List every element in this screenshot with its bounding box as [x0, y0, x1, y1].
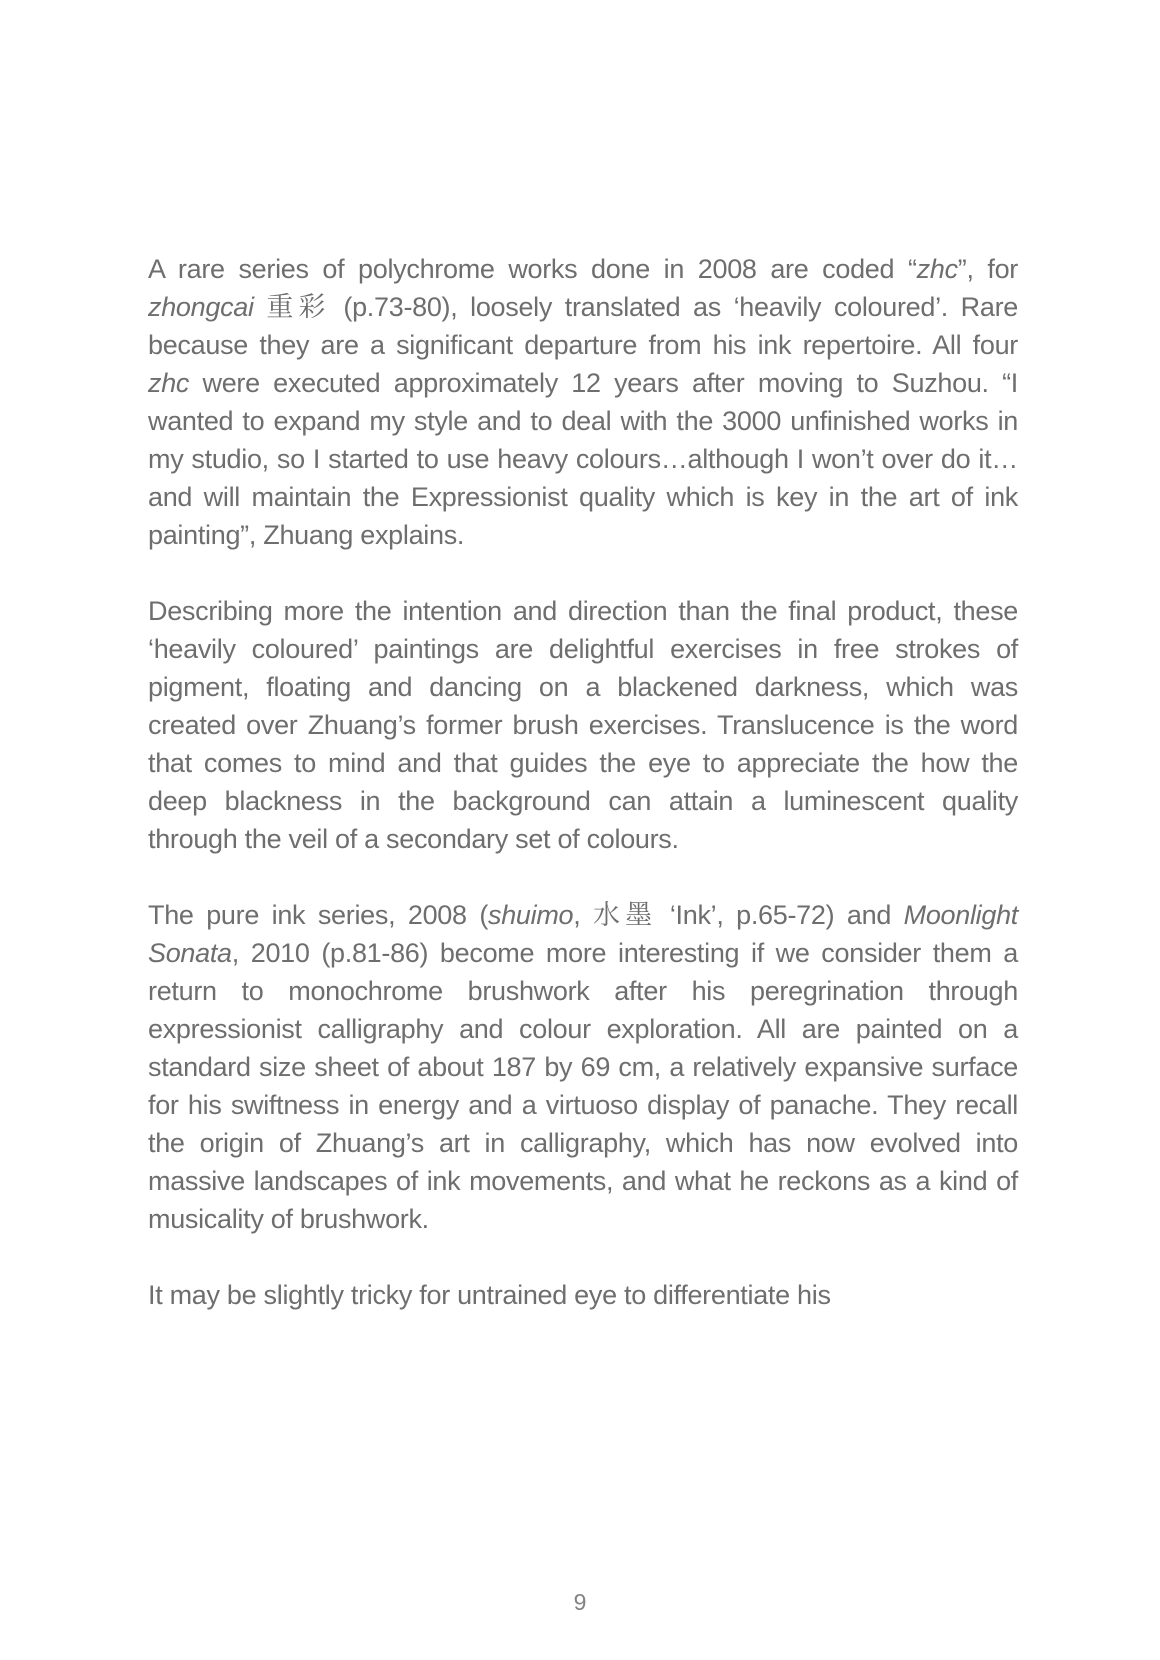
page-number: 9 — [573, 1589, 587, 1615]
paragraph — [148, 592, 1018, 858]
text-run: were executed approximately 12 years after moving to Suzhou. “I wanted to expand my style and to deal with the 3000 unfinished works in my studio, so I started to use heavy colours…although I won’t over do it…and will maintain the Expressionist quality which is key in the art of ink painting”, Zhuang explains. — [148, 368, 1018, 550]
italic-text-run: zhc — [916, 254, 958, 284]
text-run: , 2010 (p.81-86) become more interesting if we consider them a return to monochrome brushwork after his peregrination through expressionist calligraphy and colour exploration. All are painted on a standard size sheet of about 187 by 69 cm, a relatively expansive surface for his swiftness in energy and a virtuoso display of panache. They recall the origin of Zhuang’s art in calligraphy, which has now evolved into massive landscapes of ink movements, and what he reckons as a kind of musicality of brushwork. — [148, 938, 1018, 1234]
text-run: A rare series of polychrome works done in 2008 are coded “ — [148, 254, 917, 284]
text-run: Describing more the intention and direction than the final product, these ‘heavily coloured’ paintings are delightful exercises in free strokes of pigment, floating and dancing on a blackened darkness, which was created over Zhuang’s former brush exercises. Translucence is the word that comes to mind and that guides the eye to appreciate the how the deep blackness in the background can attain a luminescent quality through the veil of a secondary set of colours. — [148, 596, 1018, 854]
italic-text-run: Moonlight Sonata — [148, 900, 1018, 968]
text-run: ”, for — [957, 254, 1018, 284]
italic-text-run: zhc — [148, 368, 190, 398]
italic-text-run: shuimo — [488, 900, 574, 930]
italic-text-run: zhongcai — [148, 292, 254, 322]
text-run: , 水墨 ‘Ink’, p.65-72) and — [573, 900, 904, 930]
paragraph — [148, 1276, 1018, 1314]
text-run: It may be slightly tricky for untrained eye to differentiate his — [148, 1280, 831, 1310]
paragraph — [148, 250, 1018, 554]
body-text — [148, 250, 1018, 1314]
text-run: The pure ink series, 2008 ( — [148, 900, 489, 930]
text-run: 重彩 (p.73-80), loosely translated as ‘heavily coloured’. Rare because they are a significant departure from his ink repertoire. All four — [148, 292, 1018, 360]
paragraph — [148, 896, 1018, 1238]
